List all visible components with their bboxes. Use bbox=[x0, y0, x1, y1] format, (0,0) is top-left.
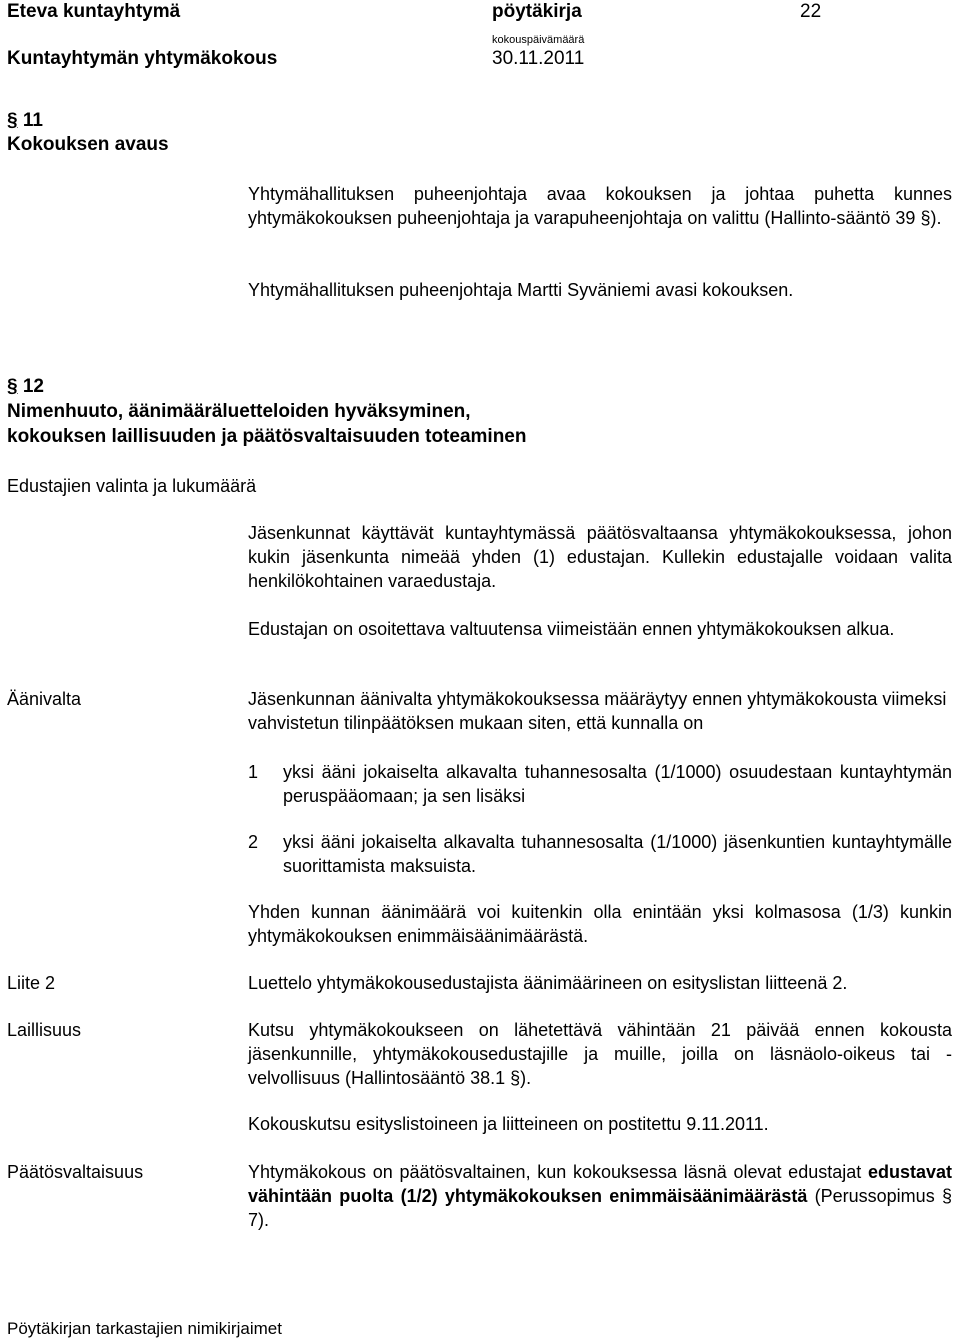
section-symbol: § bbox=[7, 110, 18, 131]
laillisuus-paragraph-1: Kutsu yhtymäkokoukseen on lähetettävä vähintään 21 päivää ennen kokousta jäsenkunnille, yhtymäkokousedustajille ja muille, joilla on läsnäolo-oikeus tai -velvollisuus (Hallintosääntö 38.1 §). bbox=[248, 1020, 952, 1088]
edustajat-paragraph-2: Edustajan on osoitettava valtuutensa viimeistään ennen yhtymäkokouksen alkua. bbox=[248, 619, 895, 639]
header-doc-type: pöytäkirja bbox=[492, 1, 582, 22]
section-number: 11 bbox=[22, 110, 43, 131]
section-number: 12 bbox=[22, 376, 44, 397]
header-date: 30.11.2011 bbox=[492, 48, 585, 69]
edustajat-paragraph-1: Jäsenkunnat käyttävät kuntayhtymässä päätösvaltaansa yhtymäkokouksessa, johon kukin jäsenkunta nimeää yhden (1) edustajan. Kullekin edustajalle voidaan valita henkilökohtainen varaedustaja. bbox=[248, 523, 952, 591]
aanivalta-label: Äänivalta bbox=[7, 689, 82, 709]
header-page-number: 22 bbox=[800, 1, 822, 22]
section-12-title-line-2: kokouksen laillisuuden ja päätösvaltaisuuden toteaminen bbox=[7, 426, 527, 447]
header-date-label: kokouspäivämäärä bbox=[492, 34, 585, 46]
section-12-heading bbox=[7, 375, 44, 399]
liite-label: Liite 2 bbox=[7, 973, 56, 993]
section-11-paragraph-1: Yhtymähallituksen puheenjohtaja avaa kokouksen ja johtaa puhetta kunnes yhtymäkokouksen puheenjohtaja ja varapuheenjohtaja on valittu (Hallinto-sääntö 39 §). bbox=[248, 184, 952, 228]
aanivalta-paragraph: Jäsenkunnan äänivalta yhtymäkokouksessa määräytyy ennen yhtymäkokousta viimeksi vahvistetun tilinpäätöksen mukaan siten, että kunnalla on bbox=[248, 689, 947, 733]
section-11-heading bbox=[7, 109, 43, 133]
list-item-1-text: yksi ääni jokaiselta alkavalta tuhannesosalta (1/1000) osuudestaan kuntayhtymän peruspääomaan; ja sen lisäksi bbox=[283, 762, 952, 806]
footer-initials-label: Pöytäkirjan tarkastajien nimikirjaimet bbox=[7, 1319, 282, 1338]
header-organization: Eteva kuntayhtymä bbox=[7, 1, 181, 22]
paatosvaltaisuus-text-end: (Perussopimus § 7). bbox=[248, 1186, 952, 1230]
list-item-2-number: 2 bbox=[248, 832, 259, 852]
section-12-title-line-1: Nimenhuuto, äänimääräluetteloiden hyväksyminen, bbox=[7, 401, 471, 422]
paatosvaltaisuus-text-bold: edustavat vähintään puolta (1/2) yhtymäkokouksen enimmäisäänimäärästä bbox=[248, 1162, 952, 1206]
aanivalta-paragraph-2: Yhden kunnan äänimäärä voi kuitenkin olla enintään yksi kolmasosa (1/3) kunkin yhtymäkokouksen enimmäisäänimäärästä. bbox=[248, 902, 952, 946]
liite-text: Luettelo yhtymäkokousedustajista äänimäärineen on esityslistan liitteenä 2. bbox=[248, 973, 848, 993]
list-item-2-text: yksi ääni jokaiselta alkavalta tuhannesosalta (1/1000) jäsenkuntien kuntayhtymälle suorittamista maksuista. bbox=[283, 832, 952, 876]
header-meeting: Kuntayhtymän yhtymäkokous bbox=[7, 48, 278, 69]
list-item-1-number: 1 bbox=[248, 762, 259, 782]
section-11-paragraph-2: Yhtymähallituksen puheenjohtaja Martti Syväniemi avasi kokouksen. bbox=[248, 280, 794, 300]
laillisuus-label: Laillisuus bbox=[7, 1020, 82, 1040]
edustajat-label: Edustajien valinta ja lukumäärä bbox=[7, 476, 257, 496]
laillisuus-paragraph-2: Kokouskutsu esityslistoineen ja liitteineen on postitettu 9.11.2011. bbox=[248, 1114, 769, 1134]
paatosvaltaisuus-label: Päätösvaltaisuus bbox=[7, 1162, 144, 1182]
section-11-title: Kokouksen avaus bbox=[7, 134, 169, 155]
section-symbol: § bbox=[7, 376, 18, 397]
paatosvaltaisuus-text-start: Yhtymäkokous on päätösvaltainen, kun kokouksessa läsnä olevat edustajat bbox=[248, 1162, 862, 1182]
paatosvaltaisuus-paragraph bbox=[248, 1160, 952, 1232]
